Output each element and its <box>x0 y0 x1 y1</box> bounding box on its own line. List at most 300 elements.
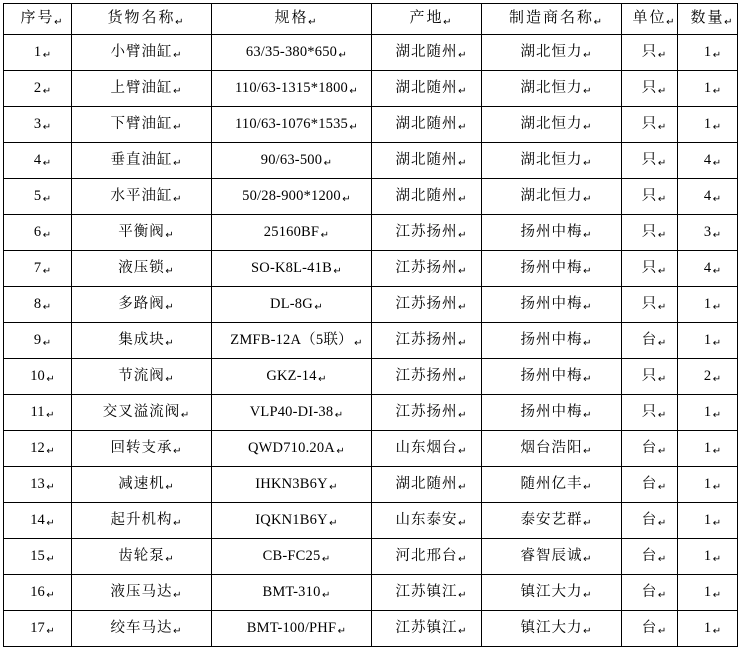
cell-spec <box>212 251 372 287</box>
cell-quantity-text: 1 <box>703 296 712 313</box>
cell-origin-text: 江苏扬州 <box>395 224 458 241</box>
paragraph-mark-icon: ↵ <box>657 301 668 313</box>
paragraph-mark-icon: ↵ <box>46 553 55 565</box>
paragraph-mark-icon: ↵ <box>657 409 668 421</box>
cell-manufacturer-text: 镇江大力 <box>520 620 583 637</box>
cell-spec <box>212 503 372 539</box>
cell-unit <box>622 503 678 539</box>
paragraph-mark-icon: ↵ <box>329 481 338 493</box>
cell-manufacturer <box>482 431 622 467</box>
paragraph-mark-icon: ↵ <box>173 445 183 457</box>
cell-quantity <box>678 215 738 251</box>
cell-unit <box>622 287 678 323</box>
paragraph-mark-icon: ↵ <box>458 625 468 637</box>
paragraph-mark-icon: ↵ <box>349 85 359 97</box>
paragraph-mark-icon: ↵ <box>583 481 593 493</box>
cell-name <box>72 575 212 611</box>
cell-unit <box>622 323 678 359</box>
cell-spec-text: 63/35-380*650 <box>245 44 338 61</box>
paragraph-mark-icon: ↵ <box>657 157 668 169</box>
cell-origin-text: 湖北随州 <box>395 152 458 169</box>
cell-name <box>72 431 212 467</box>
cell-spec-text: 25160BF <box>263 224 320 241</box>
table-row <box>4 71 738 107</box>
cell-unit-text: 只 <box>641 44 658 61</box>
paragraph-mark-icon: ↵ <box>173 193 183 205</box>
cell-no-text: 2 <box>33 80 42 97</box>
paragraph-mark-icon: ↵ <box>354 337 363 349</box>
cell-spec <box>212 539 372 575</box>
paragraph-mark-icon: ↵ <box>458 229 468 241</box>
cell-unit-text: 台 <box>641 332 658 349</box>
cell-quantity-text: 1 <box>703 512 712 529</box>
cell-no-text: 13 <box>30 476 45 493</box>
paragraph-mark-icon: ↵ <box>46 481 55 493</box>
paragraph-mark-icon: ↵ <box>42 301 52 313</box>
paragraph-mark-icon: ↵ <box>338 49 348 61</box>
paragraph-mark-icon: ↵ <box>173 625 183 637</box>
cell-quantity-text: 4 <box>703 260 712 277</box>
paragraph-mark-icon: ↵ <box>173 85 183 97</box>
cell-unit <box>622 107 678 143</box>
paragraph-mark-icon: ↵ <box>724 16 735 28</box>
paragraph-mark-icon: ↵ <box>458 49 468 61</box>
cell-spec <box>212 323 372 359</box>
cell-manufacturer-text: 扬州中梅 <box>520 224 583 241</box>
paragraph-mark-icon: ↵ <box>712 445 722 457</box>
paragraph-mark-icon: ↵ <box>583 553 593 565</box>
cell-name <box>72 251 212 287</box>
paragraph-mark-icon: ↵ <box>583 85 593 97</box>
column-header-name: 货物名称 ↵ <box>72 4 212 35</box>
paragraph-mark-icon: ↵ <box>42 193 52 205</box>
paragraph-mark-icon: ↵ <box>458 589 468 601</box>
paragraph-mark-icon: ↵ <box>712 157 722 169</box>
cell-no-text: 9 <box>33 332 42 349</box>
paragraph-mark-icon: ↵ <box>712 553 722 565</box>
cell-name-text: 下臂油缸 <box>110 116 173 133</box>
cell-name-text: 小臂油缸 <box>110 44 173 61</box>
cell-unit-text: 台 <box>641 440 658 457</box>
table-row <box>4 359 738 395</box>
column-header-unit: 单位 ↵ <box>622 4 678 35</box>
paragraph-mark-icon: ↵ <box>323 157 333 169</box>
cell-no-text: 5 <box>33 188 42 205</box>
cell-origin-text: 江苏扬州 <box>395 368 458 385</box>
cell-quantity-text: 4 <box>703 152 712 169</box>
cell-unit-text: 只 <box>641 260 658 277</box>
cell-unit <box>622 395 678 431</box>
cell-manufacturer-text: 随州亿丰 <box>520 476 583 493</box>
cell-name <box>72 467 212 503</box>
cell-origin <box>372 395 482 431</box>
paragraph-mark-icon: ↵ <box>657 193 668 205</box>
cell-quantity <box>678 107 738 143</box>
cell-no <box>4 395 72 431</box>
paragraph-mark-icon: ↵ <box>712 481 722 493</box>
column-header-quantity: 数量 ↵ <box>678 4 738 35</box>
cell-unit-text: 台 <box>641 584 658 601</box>
paragraph-mark-icon: ↵ <box>583 157 593 169</box>
cell-origin-text: 山东泰安 <box>395 512 458 529</box>
cell-origin-text: 江苏镇江 <box>395 620 458 637</box>
cell-spec <box>212 287 372 323</box>
cell-origin-text: 湖北随州 <box>395 116 458 133</box>
cell-name <box>72 359 212 395</box>
cell-quantity <box>678 143 738 179</box>
cell-quantity <box>678 539 738 575</box>
cell-quantity <box>678 71 738 107</box>
paragraph-mark-icon: ↵ <box>173 157 183 169</box>
table-row <box>4 287 738 323</box>
column-header-manufacturer: 制造商名称 ↵ <box>482 4 622 35</box>
cell-manufacturer-text: 湖北恒力 <box>520 116 583 133</box>
cell-name-text: 起升机构 <box>110 512 173 529</box>
table-row <box>4 251 738 287</box>
cell-quantity <box>678 35 738 71</box>
paragraph-mark-icon: ↵ <box>666 16 677 28</box>
cell-manufacturer-text: 湖北恒力 <box>520 44 583 61</box>
cell-origin <box>372 143 482 179</box>
paragraph-mark-icon: ↵ <box>180 409 191 421</box>
cell-manufacturer-text: 扬州中梅 <box>520 296 583 313</box>
table-row <box>4 35 738 71</box>
paragraph-mark-icon: ↵ <box>657 445 668 457</box>
cell-quantity <box>678 503 738 539</box>
cell-spec <box>212 395 372 431</box>
cell-unit-text: 台 <box>641 512 658 529</box>
cell-spec-text: QWD710.20A <box>248 440 335 457</box>
paragraph-mark-icon: ↵ <box>42 85 52 97</box>
cell-unit-text: 只 <box>641 188 658 205</box>
cell-manufacturer-text: 镇江大力 <box>520 584 583 601</box>
cell-no <box>4 251 72 287</box>
cell-quantity <box>678 287 738 323</box>
paragraph-mark-icon: ↵ <box>42 157 52 169</box>
cell-manufacturer-text: 扬州中梅 <box>520 332 583 349</box>
cell-unit <box>622 251 678 287</box>
paragraph-mark-icon: ↵ <box>657 229 668 241</box>
cell-no-text: 10 <box>30 368 45 385</box>
cell-name-text: 多路阀 <box>118 296 165 313</box>
cell-manufacturer <box>482 215 622 251</box>
paragraph-mark-icon: ↵ <box>334 409 344 421</box>
cell-unit-text: 只 <box>641 404 658 421</box>
cell-name <box>72 107 212 143</box>
cell-no <box>4 503 72 539</box>
cell-quantity-text: 4 <box>703 188 712 205</box>
cell-unit-text: 只 <box>641 368 658 385</box>
cell-manufacturer <box>482 287 622 323</box>
cell-spec-text: ZMFB-12A（5联） <box>230 332 353 349</box>
cell-manufacturer <box>482 323 622 359</box>
cell-origin-text: 江苏扬州 <box>395 332 458 349</box>
paragraph-mark-icon: ↵ <box>458 337 468 349</box>
cell-quantity <box>678 359 738 395</box>
paragraph-mark-icon: ↵ <box>657 121 668 133</box>
cell-manufacturer <box>482 179 622 215</box>
cell-manufacturer <box>482 467 622 503</box>
cell-spec-text: 50/28-900*1200 <box>242 188 341 205</box>
cell-unit-text: 只 <box>641 224 658 241</box>
cell-name <box>72 395 212 431</box>
cell-no-text: 12 <box>30 440 45 457</box>
cell-unit <box>622 539 678 575</box>
cell-manufacturer-text: 扬州中梅 <box>520 404 583 421</box>
cell-quantity <box>678 251 738 287</box>
paragraph-mark-icon: ↵ <box>42 229 52 241</box>
cell-quantity <box>678 179 738 215</box>
table-row <box>4 323 738 359</box>
cell-name <box>72 35 212 71</box>
cell-no-text: 17 <box>30 620 45 637</box>
cell-unit <box>622 143 678 179</box>
goods-list-table <box>3 3 738 647</box>
paragraph-mark-icon: ↵ <box>583 625 593 637</box>
cell-manufacturer-text: 泰安艺群 <box>520 512 583 529</box>
paragraph-mark-icon: ↵ <box>657 517 668 529</box>
paragraph-mark-icon: ↵ <box>42 265 52 277</box>
cell-name <box>72 503 212 539</box>
cell-spec-text: 110/63-1076*1535 <box>234 116 349 133</box>
cell-no-text: 15 <box>30 548 45 565</box>
cell-origin <box>372 539 482 575</box>
cell-spec <box>212 179 372 215</box>
cell-no <box>4 143 72 179</box>
cell-no <box>4 323 72 359</box>
paragraph-mark-icon: ↵ <box>657 625 668 637</box>
cell-no <box>4 467 72 503</box>
table-row <box>4 503 738 539</box>
cell-unit-text: 只 <box>641 152 658 169</box>
table-row <box>4 575 738 611</box>
cell-spec <box>212 35 372 71</box>
cell-name-text: 减速机 <box>118 476 165 493</box>
cell-unit-text: 只 <box>641 116 658 133</box>
column-header-origin: 产地 ↵ <box>372 4 482 35</box>
cell-no-text: 4 <box>33 152 42 169</box>
table-row <box>4 467 738 503</box>
cell-no <box>4 287 72 323</box>
cell-origin-text: 河北邢台 <box>395 548 458 565</box>
column-header-no: 序号 ↵ <box>4 4 72 35</box>
cell-no <box>4 215 72 251</box>
cell-manufacturer-text: 湖北恒力 <box>520 80 583 97</box>
cell-spec-text: SO-K8L-41B <box>251 260 332 277</box>
cell-no <box>4 35 72 71</box>
paragraph-mark-icon: ↵ <box>583 301 593 313</box>
cell-quantity <box>678 467 738 503</box>
table-row <box>4 539 738 575</box>
cell-origin <box>372 287 482 323</box>
cell-name-text: 集成块 <box>118 332 165 349</box>
cell-spec-text: DL-8G <box>270 296 313 313</box>
paragraph-mark-icon: ↵ <box>46 409 55 421</box>
cell-manufacturer <box>482 359 622 395</box>
cell-no-text: 16 <box>30 584 45 601</box>
paragraph-mark-icon: ↵ <box>458 301 468 313</box>
cell-origin-text: 江苏扬州 <box>395 296 458 313</box>
cell-manufacturer-text: 扬州中梅 <box>520 260 583 277</box>
cell-origin-text: 湖北随州 <box>395 80 458 97</box>
cell-manufacturer <box>482 575 622 611</box>
paragraph-mark-icon: ↵ <box>165 373 175 385</box>
cell-quantity <box>678 611 738 647</box>
cell-manufacturer <box>482 611 622 647</box>
paragraph-mark-icon: ↵ <box>583 589 593 601</box>
paragraph-mark-icon: ↵ <box>657 373 668 385</box>
cell-manufacturer-text: 湖北恒力 <box>520 188 583 205</box>
cell-no <box>4 71 72 107</box>
cell-name <box>72 143 212 179</box>
cell-origin <box>372 503 482 539</box>
paragraph-mark-icon: ↵ <box>458 193 468 205</box>
cell-origin <box>372 359 482 395</box>
paragraph-mark-icon: ↵ <box>583 409 593 421</box>
paragraph-mark-icon: ↵ <box>583 49 593 61</box>
cell-no-text: 11 <box>30 404 45 421</box>
cell-quantity-text: 1 <box>703 548 712 565</box>
table-header <box>4 4 738 35</box>
cell-origin <box>372 611 482 647</box>
cell-manufacturer-text: 扬州中梅 <box>520 368 583 385</box>
cell-quantity-text: 1 <box>703 440 712 457</box>
cell-origin-text: 湖北随州 <box>395 476 458 493</box>
column-header-spec: 规格 ↵ <box>212 4 372 35</box>
cell-name-text: 液压锁 <box>118 260 165 277</box>
cell-spec-text: 110/63-1315*1800 <box>234 80 349 97</box>
cell-name <box>72 179 212 215</box>
cell-spec <box>212 143 372 179</box>
cell-unit <box>622 35 678 71</box>
cell-no-text: 8 <box>33 296 42 313</box>
paragraph-mark-icon: ↵ <box>173 589 183 601</box>
paragraph-mark-icon: ↵ <box>320 229 330 241</box>
cell-spec-text: BMT-310 <box>262 584 321 601</box>
cell-name-text: 回转支承 <box>110 440 173 457</box>
cell-no-text: 3 <box>33 116 42 133</box>
paragraph-mark-icon: ↵ <box>657 265 668 277</box>
cell-quantity-text: 1 <box>703 44 712 61</box>
cell-no <box>4 431 72 467</box>
cell-quantity-text: 1 <box>703 332 712 349</box>
paragraph-mark-icon: ↵ <box>308 16 319 28</box>
paragraph-mark-icon: ↵ <box>342 193 351 205</box>
table-header-row <box>4 4 738 35</box>
paragraph-mark-icon: ↵ <box>712 121 722 133</box>
paragraph-mark-icon: ↵ <box>458 121 468 133</box>
paragraph-mark-icon: ↵ <box>46 517 55 529</box>
cell-unit <box>622 359 678 395</box>
cell-no <box>4 611 72 647</box>
cell-name <box>72 71 212 107</box>
cell-origin <box>372 35 482 71</box>
cell-origin <box>372 323 482 359</box>
paragraph-mark-icon: ↵ <box>712 337 722 349</box>
paragraph-mark-icon: ↵ <box>349 121 359 133</box>
paragraph-mark-icon: ↵ <box>173 517 183 529</box>
cell-no <box>4 539 72 575</box>
table-row <box>4 215 738 251</box>
paragraph-mark-icon: ↵ <box>175 16 186 28</box>
paragraph-mark-icon: ↵ <box>458 481 468 493</box>
cell-origin-text: 湖北随州 <box>395 44 458 61</box>
paragraph-mark-icon: ↵ <box>712 517 722 529</box>
paragraph-mark-icon: ↵ <box>657 85 668 97</box>
cell-manufacturer <box>482 251 622 287</box>
cell-spec-text: IQKN1B6Y <box>255 512 328 529</box>
paragraph-mark-icon: ↵ <box>583 121 593 133</box>
paragraph-mark-icon: ↵ <box>165 265 175 277</box>
paragraph-mark-icon: ↵ <box>46 373 55 385</box>
paragraph-mark-icon: ↵ <box>712 409 722 421</box>
cell-manufacturer-text: 湖北恒力 <box>520 152 583 169</box>
paragraph-mark-icon: ↵ <box>42 49 52 61</box>
paragraph-mark-icon: ↵ <box>583 229 593 241</box>
paragraph-mark-icon: ↵ <box>712 193 722 205</box>
paragraph-mark-icon: ↵ <box>42 337 52 349</box>
cell-unit <box>622 179 678 215</box>
paragraph-mark-icon: ↵ <box>321 589 331 601</box>
cell-origin-text: 湖北随州 <box>395 188 458 205</box>
cell-manufacturer <box>482 503 622 539</box>
cell-spec-text: IHKN3B6Y <box>255 476 328 493</box>
cell-unit-text: 只 <box>641 80 658 97</box>
cell-spec <box>212 215 372 251</box>
cell-name <box>72 539 212 575</box>
cell-origin <box>372 215 482 251</box>
paragraph-mark-icon: ↵ <box>583 193 593 205</box>
cell-manufacturer-text: 睿智辰诚 <box>520 548 583 565</box>
cell-quantity <box>678 395 738 431</box>
cell-spec-text: GKZ-14 <box>266 368 317 385</box>
cell-name <box>72 215 212 251</box>
paragraph-mark-icon: ↵ <box>712 373 722 385</box>
table-row <box>4 611 738 647</box>
paragraph-mark-icon: ↵ <box>583 373 593 385</box>
cell-name <box>72 611 212 647</box>
cell-origin <box>372 575 482 611</box>
cell-origin <box>372 467 482 503</box>
cell-spec-text: 90/63-500 <box>260 152 323 169</box>
cell-name-text: 水平油缸 <box>110 188 173 205</box>
paragraph-mark-icon: ↵ <box>458 445 468 457</box>
cell-quantity-text: 1 <box>703 476 712 493</box>
cell-unit <box>622 611 678 647</box>
table-row <box>4 107 738 143</box>
cell-unit-text: 台 <box>641 620 658 637</box>
paragraph-mark-icon: ↵ <box>46 589 55 601</box>
cell-origin-text: 江苏扬州 <box>395 260 458 277</box>
cell-name-text: 上臂油缸 <box>110 80 173 97</box>
cell-name-text: 平衡阀 <box>118 224 165 241</box>
cell-origin <box>372 431 482 467</box>
paragraph-mark-icon: ↵ <box>42 121 52 133</box>
table-row <box>4 179 738 215</box>
paragraph-mark-icon: ↵ <box>458 553 468 565</box>
cell-name-text: 节流阀 <box>118 368 165 385</box>
cell-quantity-text: 1 <box>703 584 712 601</box>
paragraph-mark-icon: ↵ <box>458 517 468 529</box>
cell-unit <box>622 431 678 467</box>
cell-manufacturer <box>482 35 622 71</box>
cell-quantity-text: 3 <box>703 224 712 241</box>
paragraph-mark-icon: ↵ <box>458 85 468 97</box>
cell-origin-text: 江苏镇江 <box>395 584 458 601</box>
cell-name-text: 垂直油缸 <box>110 152 173 169</box>
cell-name-text: 交叉溢流阀 <box>102 404 181 421</box>
cell-name-text: 齿轮泵 <box>118 548 165 565</box>
